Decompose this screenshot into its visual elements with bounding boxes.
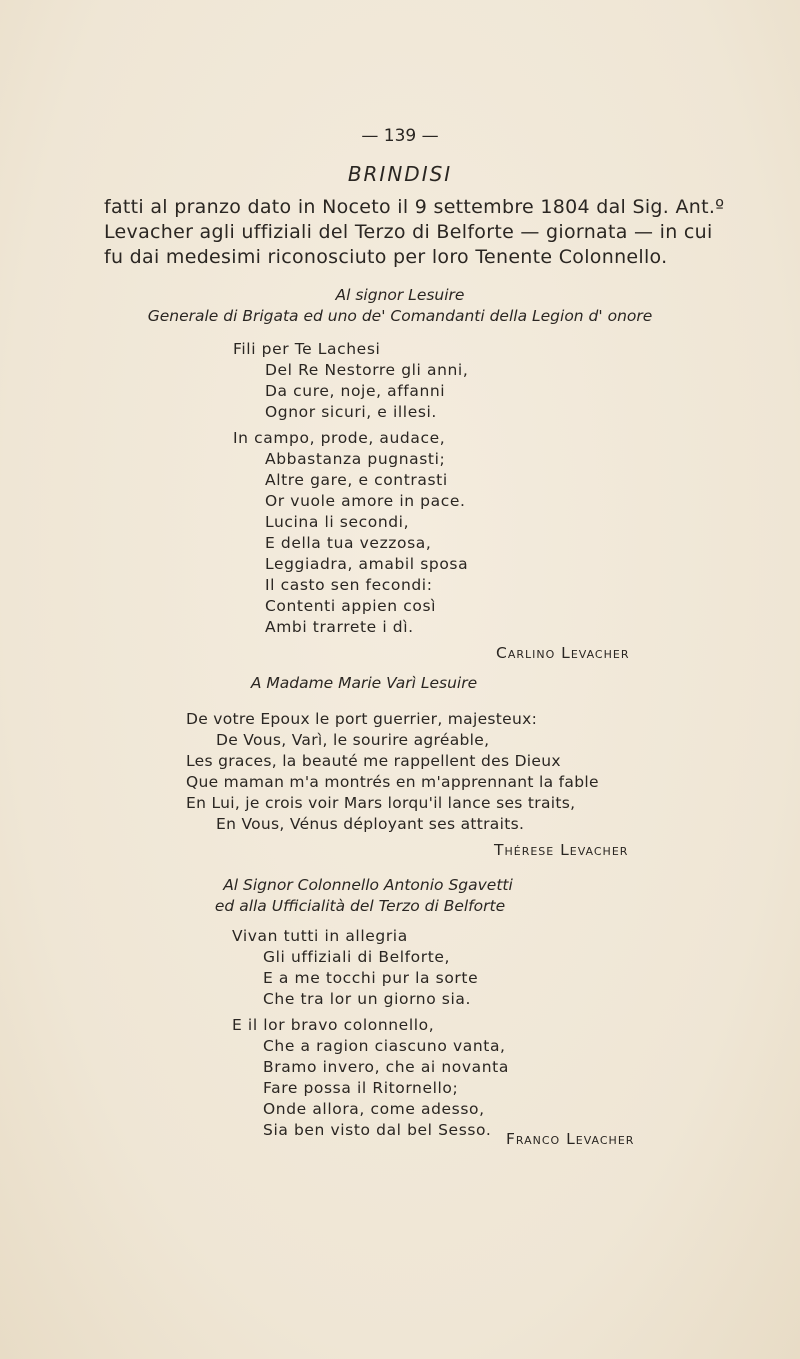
verse-line: Les graces, la beauté me rappellent des Dieux [186,752,561,770]
verse-line: Fili per Te Lachesi [233,340,381,358]
dedication: Al Signor Colonnello Antonio Sgavetti [223,876,513,894]
verse-line: Abbastanza pugnasti; [265,450,446,468]
verse-line: Che a ragion ciascuno vanta, [263,1037,506,1055]
verse-line: Il casto sen fecondi: [265,576,433,594]
page-number: — 139 — [361,126,439,146]
dedication: Al signor Lesuire [335,286,465,304]
intro-line: Levacher agli uffiziali del Terzo di Belforte — giornata — in cui [104,221,713,243]
verse-line: Bramo invero, che ai novanta [263,1058,509,1076]
verse-line: Onde allora, come adesso, [263,1100,485,1118]
intro-line: fatti al pranzo dato in Noceto il 9 settembre 1804 dal Sig. Ant.º [104,196,725,218]
verse-line: Altre gare, e contrasti [265,471,448,489]
verse-line: In campo, prode, audace, [233,429,446,447]
verse-line: Leggiadra, amabil sposa [265,555,469,573]
verse-line: Da cure, noje, affanni [265,382,446,400]
verse-line: En Vous, Vénus déployant ses attraits. [216,815,525,833]
dedication: ed alla Ufficialità del Terzo di Belforte [214,897,506,915]
verse-line: E il lor bravo colonnello, [232,1016,435,1034]
verse-line: Fare possa il Ritornello; [263,1079,459,1097]
dedication: Generale di Brigata ed uno de' Comandanti della Legion d' onore [147,307,653,325]
dedication: A Madame Marie Varì Lesuire [250,674,478,692]
signature: Carlino Levacher [496,644,630,662]
verse-line: E a me tocchi pur la sorte [263,969,479,987]
verse-line: De Vous, Varì, le sourire agréable, [216,731,490,749]
signature: Franco Levacher [506,1130,635,1148]
verse-line: Sia ben visto dal bel Sesso. [263,1121,492,1139]
verse-line: Vivan tutti in allegria [232,927,408,945]
intro-line: fu dai medesimi riconosciuto per loro Tenente Colonnello. [104,246,668,268]
verse-line: Ambi trarrete i dì. [265,618,414,636]
verse-line: De votre Epoux le port guerrier, majesteux: [186,710,538,728]
verse-line: Lucina li secondi, [265,513,410,531]
verse-line: Del Re Nestorre gli anni, [265,361,469,379]
verse-line: Or vuole amore in pace. [265,492,466,510]
verse-line: Che tra lor un giorno sia. [263,990,472,1008]
signature: Thérese Levacher [494,841,629,859]
verse-line: Que maman m'a montrés en m'apprennant la fable [186,773,599,791]
verse-line: Contenti appien così [265,597,437,615]
verse-line: En Lui, je crois voir Mars lorqu'il lance ses traits, [186,794,576,812]
page-title: BRINDISI [347,162,453,186]
verse-line: Gli uffiziali di Belforte, [263,948,451,966]
verse-line: Ognor sicuri, e illesi. [265,403,437,421]
verse-line: E della tua vezzosa, [265,534,432,552]
